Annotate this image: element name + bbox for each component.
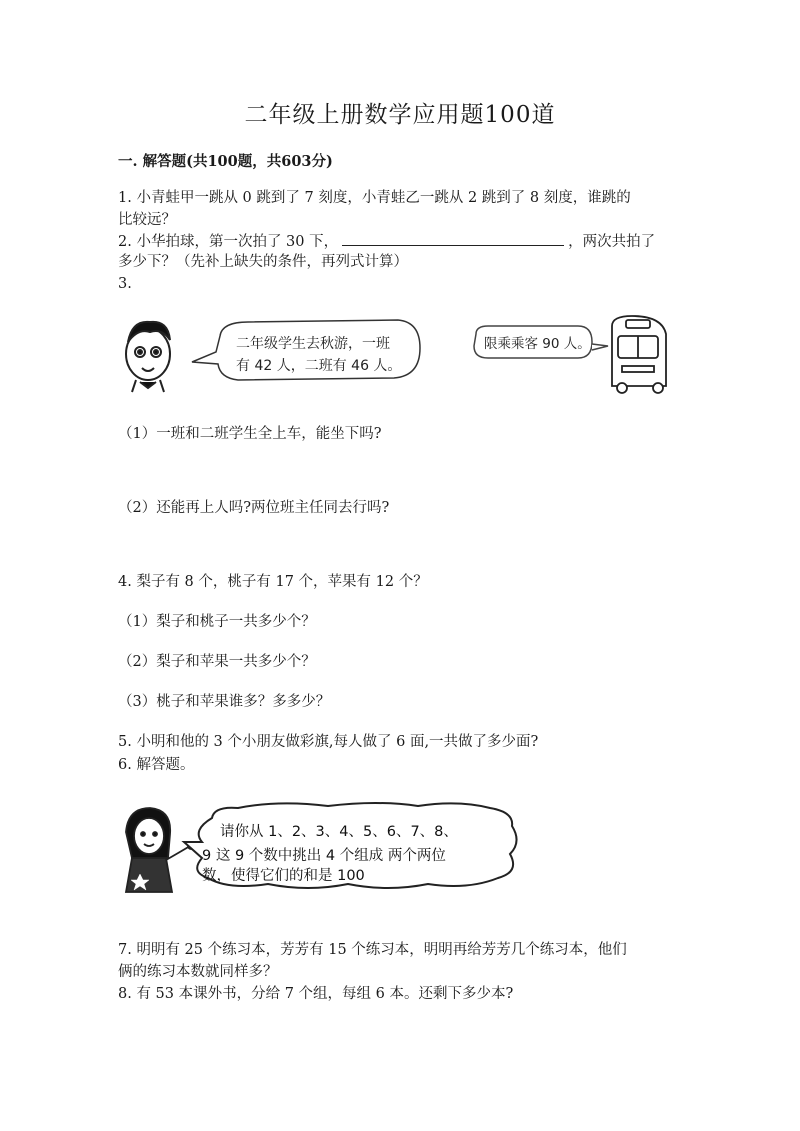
section-heading: 一. 解答题(共100题，共603分) bbox=[118, 153, 333, 170]
question-4-sub-1: （1）梨子和桃子一共多少个？ bbox=[118, 614, 316, 630]
bus-sign-illustration bbox=[462, 312, 674, 396]
bubble-line-2: 9 这 9 个数中挑出 4 个组成 两个两位 bbox=[202, 848, 446, 864]
question-8: 8. 有 53 本课外书，分给 7 个组，每组 6 本。还剩下多少本? bbox=[118, 986, 514, 1002]
answer-blank[interactable] bbox=[342, 231, 564, 246]
question-3-label: 3. bbox=[118, 276, 132, 292]
question-5: 5. 小明和他的 3 个小朋友做彩旗,每人做了 6 面,一共做了多少面? bbox=[118, 734, 539, 750]
bus-icon bbox=[612, 316, 666, 393]
question-2-suffix: ，两次共拍了 bbox=[568, 234, 656, 250]
bubble-line-2: 有 42 人，二班有 46 人。 bbox=[236, 358, 402, 374]
question-1-line-2: 比较远？ bbox=[118, 212, 176, 228]
question-3-sub-1: （1）一班和二班学生全上车，能坐下吗? bbox=[118, 426, 382, 442]
bubble-line-3: 数，使得它们的和是 100 bbox=[202, 868, 365, 884]
question-2-prefix: 2. 小华拍球，第一次拍了 30 下， bbox=[118, 234, 339, 250]
girl-speech-illustration bbox=[118, 802, 528, 894]
question-2-line-2: 多少下？（先补上缺失的条件，再列式计算） bbox=[118, 254, 408, 270]
boy-icon bbox=[126, 322, 170, 392]
bubble-line-1: 请你从 1、2、3、4、5、6、7、8、 bbox=[220, 824, 458, 840]
question-3-sub-2: （2）还能再上人吗?两位班主任同去行吗? bbox=[118, 500, 390, 516]
question-7-line-1: 7. 明明有 25 个练习本，芳芳有 15 个练习本，明明再给芳芳几个练习本，他们 bbox=[118, 942, 627, 958]
question-1-line-1: 1. 小青蛙甲一跳从 0 跳到了 7 刻度，小青蛙乙一跳从 2 跳到了 8 刻度，谁跳的 bbox=[118, 190, 631, 206]
bus-sign-text: 限乘乘客 90 人。 bbox=[484, 336, 591, 352]
question-4-stem: 4. 梨子有 8 个，桃子有 17 个，苹果有 12 个？ bbox=[118, 574, 428, 590]
bubble-line-1: 二年级学生去秋游，一班 bbox=[236, 336, 390, 352]
question-7-line-2: 俩的练习本数就同样多？ bbox=[118, 964, 278, 980]
girl-icon bbox=[126, 808, 194, 892]
question-6-label: 6. 解答题。 bbox=[118, 757, 195, 773]
question-4-sub-2: （2）梨子和苹果一共多少个？ bbox=[118, 654, 316, 670]
question-2-line-1 bbox=[118, 231, 655, 252]
boy-speech-illustration bbox=[118, 312, 428, 394]
question-4-sub-3: （3）桃子和苹果谁多？多多少？ bbox=[118, 694, 331, 710]
page-title: 二年级上册数学应用题100道 bbox=[244, 102, 556, 128]
